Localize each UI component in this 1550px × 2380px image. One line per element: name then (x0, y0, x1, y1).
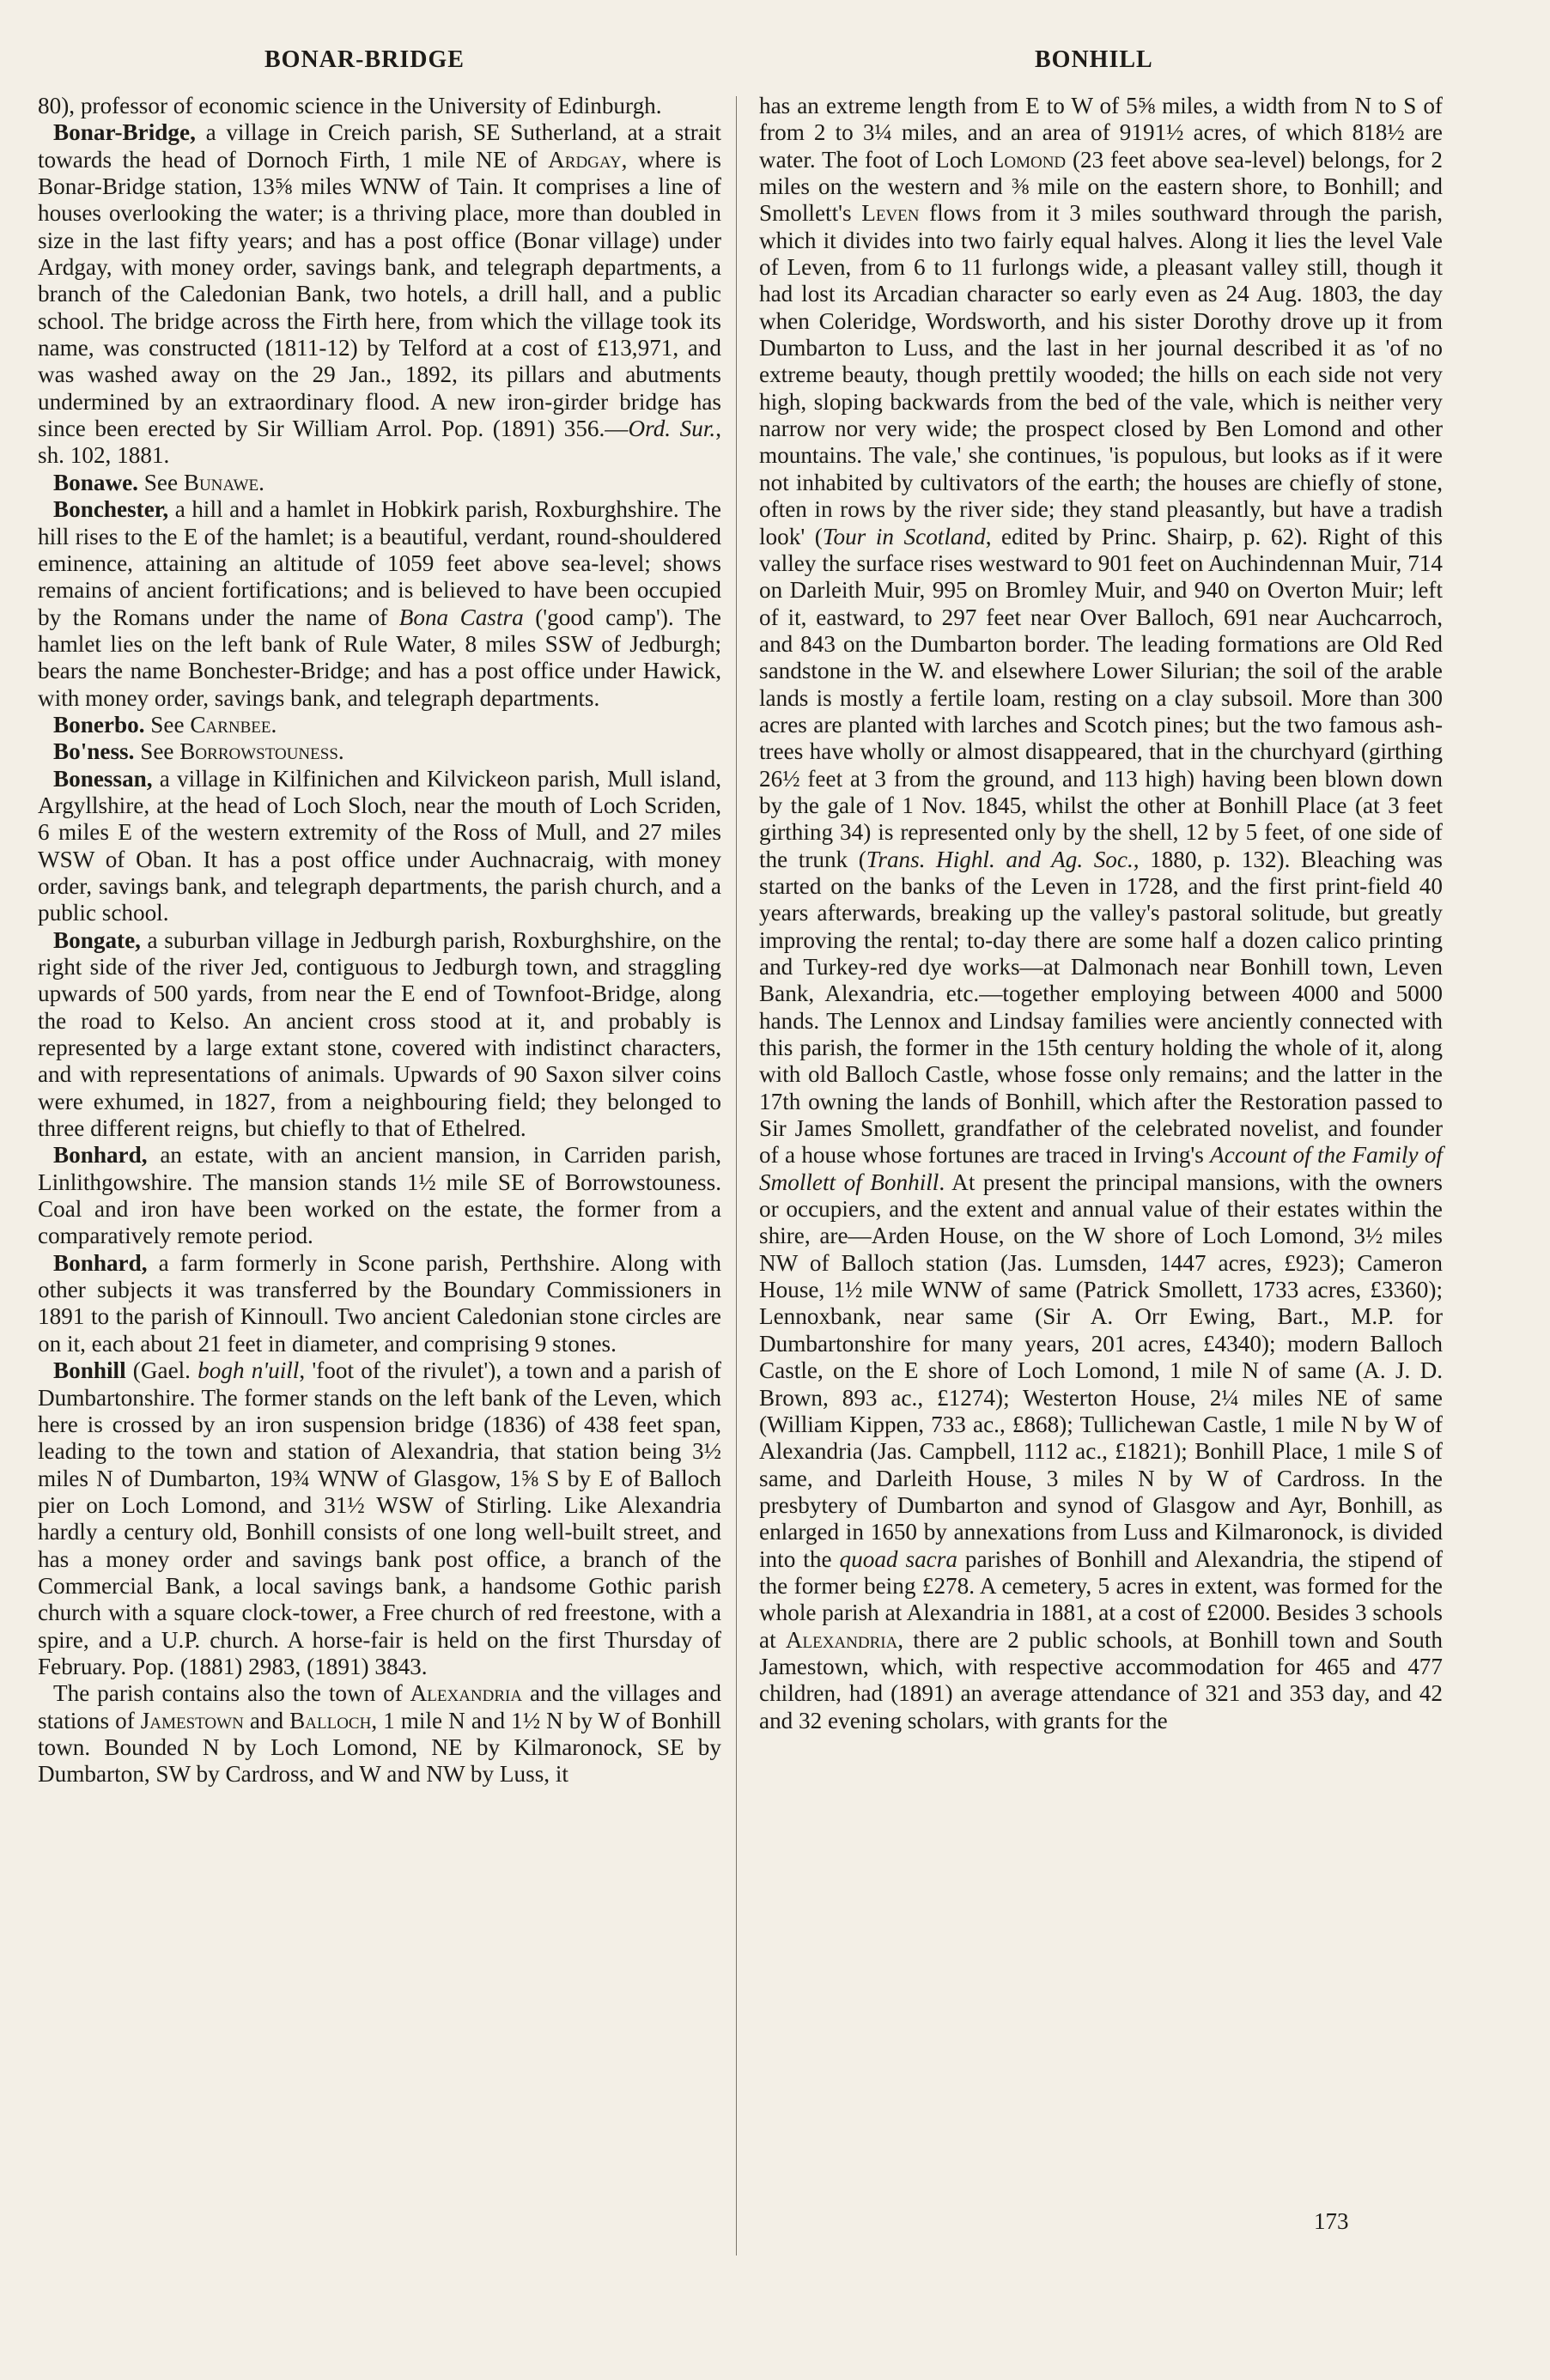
cross-reference: Borrowstouness (179, 738, 338, 765)
entry-bongate: Bongate, a suburban village in Jedburgh parish, Roxburghshire, on the right side of the river Jed, contiguous to Jedburgh town, and straggling upwards of 500 yards, from near the E end of Townfoot-Bridge, along the road to Kelso. An ancient cross stood at it, and probably is represented by a large extant stone, covered with indistinct characters, and with representations of animals. Upwards of 90 Saxon silver coins were exhumed, in 1827, from a neighbouring field; they belonged to three different reigns, but chiefly to that of Ethelred. (38, 926, 721, 1142)
headword: Bonhard, (53, 1249, 148, 1276)
bonhill-parish-paragraph: The parish contains also the town of Alexandria and the villages and stations of Jamestown and Balloch, 1 mile N and 1½ N by W of Bonhill town. Bounded N by Loch Lomond, NE by Kilmaronock, SE by Dumbarton, SW by Cardross, and W and NW by Luss, it (38, 1680, 721, 1788)
headword: Bonerbo. (53, 711, 145, 738)
cross-reference: Leven (861, 200, 920, 227)
entry-bonhard-farm: Bonhard, a farm formerly in Scone parish, Perthshire. Along with other subjects it was transferred by the Boundary Commissioners in 1891 to the parish of Kinnoull. Two ancient Caledonian stone circles are on it, each about 21 feet in diameter, and comprising 9 stones. (38, 1249, 721, 1357)
header-right: BONHILL (1035, 46, 1153, 73)
cross-reference: Ardgay (548, 146, 622, 173)
running-head (0, 46, 1550, 81)
cross-reference: Balloch (289, 1707, 372, 1733)
entry-bonerbo: Bonerbo. See Carnbee. (53, 711, 277, 738)
headword: Bonar-Bridge, (53, 119, 196, 146)
cross-reference: Jamestown (140, 1707, 244, 1733)
headword: Bonhard, (53, 1142, 148, 1169)
entry-continuation: 80), professor of economic science in the University of Edinburgh. (38, 93, 662, 118)
entry-bonhard-estate: Bonhard, an estate, with an ancient mansion, in Carriden parish, Linlithgowshire. The mansion stands 1½ mile SE of Borrowstouness. Coal and iron have been worked on the estate, the former from a comparatively remote period. (38, 1142, 721, 1249)
entry-bonawe: Bonawe. See Bunawe. (53, 469, 264, 495)
headword: Bo'ness. (53, 738, 135, 765)
entry-bonar-bridge: Bonar-Bridge, a village in Creich parish, SE Sutherland, at a strait towards the head of Dornoch Firth, 1 mile NE of Ardgay, where is Bonar-Bridge station, 13⅝ miles WNW of Tain. It comprises a line of houses overlooking the water; is a thriving place, more than doubled in size in the last fifty years; and has a post office (Bonar village) under Ardgay, with money order, savings bank, and telegraph departments, a branch of the Caledonian Bank, two hotels, a drill hall, and a public school. The bridge across the Firth here, from which the village took its name, was constructed (1811-12) by Telford at a cost of £13,971, and was washed away on the 29 Jan., 1892, its pillars and abutments undermined by an extraordinary flood. A new iron-girder bridge has since been erected by Sir William Arrol. Pop. (1891) 356.—Ord. Sur., sh. 102, 1881. (38, 119, 721, 469)
entry-bonessan: Bonessan, a village in Kilfinichen and Kilvickeon parish, Mull island, Argyllshire, at the head of Loch Sloch, near the mouth of Loch Scriden, 6 miles E of the western extremity of the Ross of Mull, and 27 miles WSW of Oban. It has a post office under Auchnacraig, with money order, savings bank, and telegraph departments, the parish church, and a public school. (38, 765, 721, 926)
cross-reference: Bunawe (183, 469, 259, 495)
entry-bonchester: Bonchester, a hill and a hamlet in Hobkirk parish, Roxburghshire. The hill rises to the E of the hamlet; is a beautiful, verdant, round-shouldered eminence, attaining an altitude of 1059 feet above sea-level; shows remains of ancient fortifications; and is believed to have been occupied by the Romans under the name of Bona Castra ('good camp'). The hamlet lies on the left bank of Rule Water, 8 miles SSW of Jedburgh; bears the name Bonchester-Bridge; and has a post office under Hawick, with money order, savings bank, and telegraph departments. (38, 496, 721, 711)
right-column (759, 93, 1443, 1734)
headword: Bonhill (53, 1357, 126, 1384)
entry-boness: Bo'ness. See Borrowstouness. (53, 738, 344, 765)
headword: Bonawe. (53, 469, 138, 495)
headword: Bonessan, (53, 765, 153, 792)
cross-reference: Alexandria (785, 1626, 898, 1653)
cross-reference: Lomond (989, 146, 1067, 173)
headword: Bongate, (53, 926, 141, 953)
entry-bonhill: Bonhill (Gael. bogh n'uill, 'foot of the rivulet'), a town and a parish of Dumbartonshire. The former stands on the left bank of the Leven, which here is crossed by an iron suspension bridge (1836) of 438 feet span, leading to the town and station of Alexandria, that station being 3½ miles N of Dumbarton, 19¾ WNW of Glasgow, 1⅝ S by E of Balloch pier on Loch Lomond, and 31½ WSW of Stirling. Like Alexandria hardly a century old, Bonhill consists of one long well-built street, and has a money order and savings bank post office, a branch of the Commercial Bank, a local savings bank, a handsome Gothic parish church with a square clock-tower, a Free church of red freestone, with a spire, and a U.P. church. A horse-fair is held on the first Thursday of February. Pop. (1881) 2983, (1891) 3843. (38, 1357, 721, 1679)
headword: Bonchester, (53, 496, 169, 523)
left-column (38, 93, 721, 1788)
cross-reference: Carnbee (190, 711, 271, 738)
header-left: BONAR-BRIDGE (264, 46, 465, 73)
bonhill-continuation: has an extreme length from E to W of 5⅝ miles, a width from N to S of from 2 to 3¼ miles, and an area of 9191½ acres, of which 818½ are water. The foot of Loch Lomond (23 feet above sea-level) belongs, for 2 miles on the western and ⅜ mile on the eastern shore, to Bonhill; and Smollett's Leven flows from it 3 miles southward through the parish, which it divides into two fairly equal halves. Along it lies the level Vale of Leven, from 6 to 11 furlongs wide, a pleasant valley still, though it had lost its Arcadian character so early even as 24 Aug. 1803, the day when Coleridge, Wordsworth, and his sister Dorothy drove up it from Dumbarton to Luss, and the last in her journal described it as 'of no extreme beauty, though prettily wooded; the hills on each side not very high, sloping backwards from the bed of the vale, which is neither very narrow nor very wide; the prospect closed by Ben Lomond and other mountains. The vale,' she continues, 'is populous, but looks as if it were not inhabited by cultivators of the earth; the houses are chiefly of stone, often in rows by the river side; they stand pleasantly, but have a tradish look' (Tour in Scotland, edited by Princ. Shairp, p. 62). Right of this valley the surface rises westward to 901 feet on Auchindennan Muir, 714 on Darleith Muir, 995 on Bromley Muir, and 940 on Overton Muir; left of it, eastward, to 297 feet near Over Balloch, 691 near Auchcarroch, and 843 on the Dumbarton border. The leading formations are Old Red sandstone in the W. and elsewhere Lower Silurian; the soil of the arable lands is mostly a fertile loam, resting on a clay subsoil. More than 300 acres are planted with larches and Scotch pines; but the two famous ash-trees have wholly or almost disappeared, that in the churchyard (girthing 26½ feet at 3 from the ground, and 113 high) having been blown down by the gale of 1 Nov. 1845, whilst the other at Bonhill Place (at 3 feet girthing 34) is represented only by the shell, 12 by 5 feet, of one side of the trunk (Trans. Highl. and Ag. Soc., 1880, p. 132). Bleaching was started on the banks of the Leven in 1728, and the first print-field 40 years afterwards, breaking up the valley's pastoral solitude, but greatly improving the rental; to-day there are some half a dozen calico printing and Turkey-red dye works—at Dalmonach near Bonhill town, Leven Bank, Alexandria, etc.—together employing between 4000 and 5000 hands. The Lennox and Lindsay families were anciently connected with this parish, the former in the 15th century holding the whole of it, along with old Balloch Castle, whose fosse only remains; and the latter in the 17th owning the lands of Bonhill, which after the Restoration passed to Sir James Smollett, grandfather of the celebrated novelist, and founder of a house whose fortunes are traced in Irving's Account of the Family of Smollett of Bonhill. At present the principal mansions, with the owners or occupiers, and the extent and annual value of their estates within the shire, are—Arden House, on the W shore of Loch Lomond, 3½ miles NW of Balloch station (Jas. Lumsden, 1447 acres, £923); Cameron House, 1½ mile WNW of same (Patrick Smollett, 1733 acres, £3360); Lennoxbank, near same (Sir A. Orr Ewing, Bart., M.P. for Dumbartonshire for many years, 201 acres, £4340); modern Balloch Castle, on the E shore of Loch Lomond, 1 mile N of same (A. J. D. Brown, 893 ac., £1274); Westerton House, 2¼ miles NE of same (William Kippen, 733 ac., £868); Tullichewan Castle, 1 mile N by W of Alexandria (Jas. Campbell, 1112 ac., £1821); Bonhill Place, 1 mile S of same, and Darleith House, 3 miles N by W of Cardross. In the presbytery of Dumbarton and synod of Glasgow and Ayr, Bonhill, as enlarged in 1650 by annexations from Luss and Kilmaronock, is divided into the quoad sacra parishes of Bonhill and Alexandria, the stipend of the former being £278. A cemetery, 5 acres in extent, was formed for the whole parish at Alexandria in 1881, at a cost of £2000. Besides 3 schools at Alexandria, there are 2 public schools, at Bonhill town and South Jamestown, which, with respective accommodation for 465 and 477 children, had (1891) an average attendance of 321 and 353 day, and 42 and 32 evening scholars, with grants for the (759, 93, 1443, 1733)
page-number: 173 (1314, 2208, 1349, 2234)
column-divider (736, 96, 737, 2256)
cross-reference: Alexandria (410, 1680, 523, 1707)
